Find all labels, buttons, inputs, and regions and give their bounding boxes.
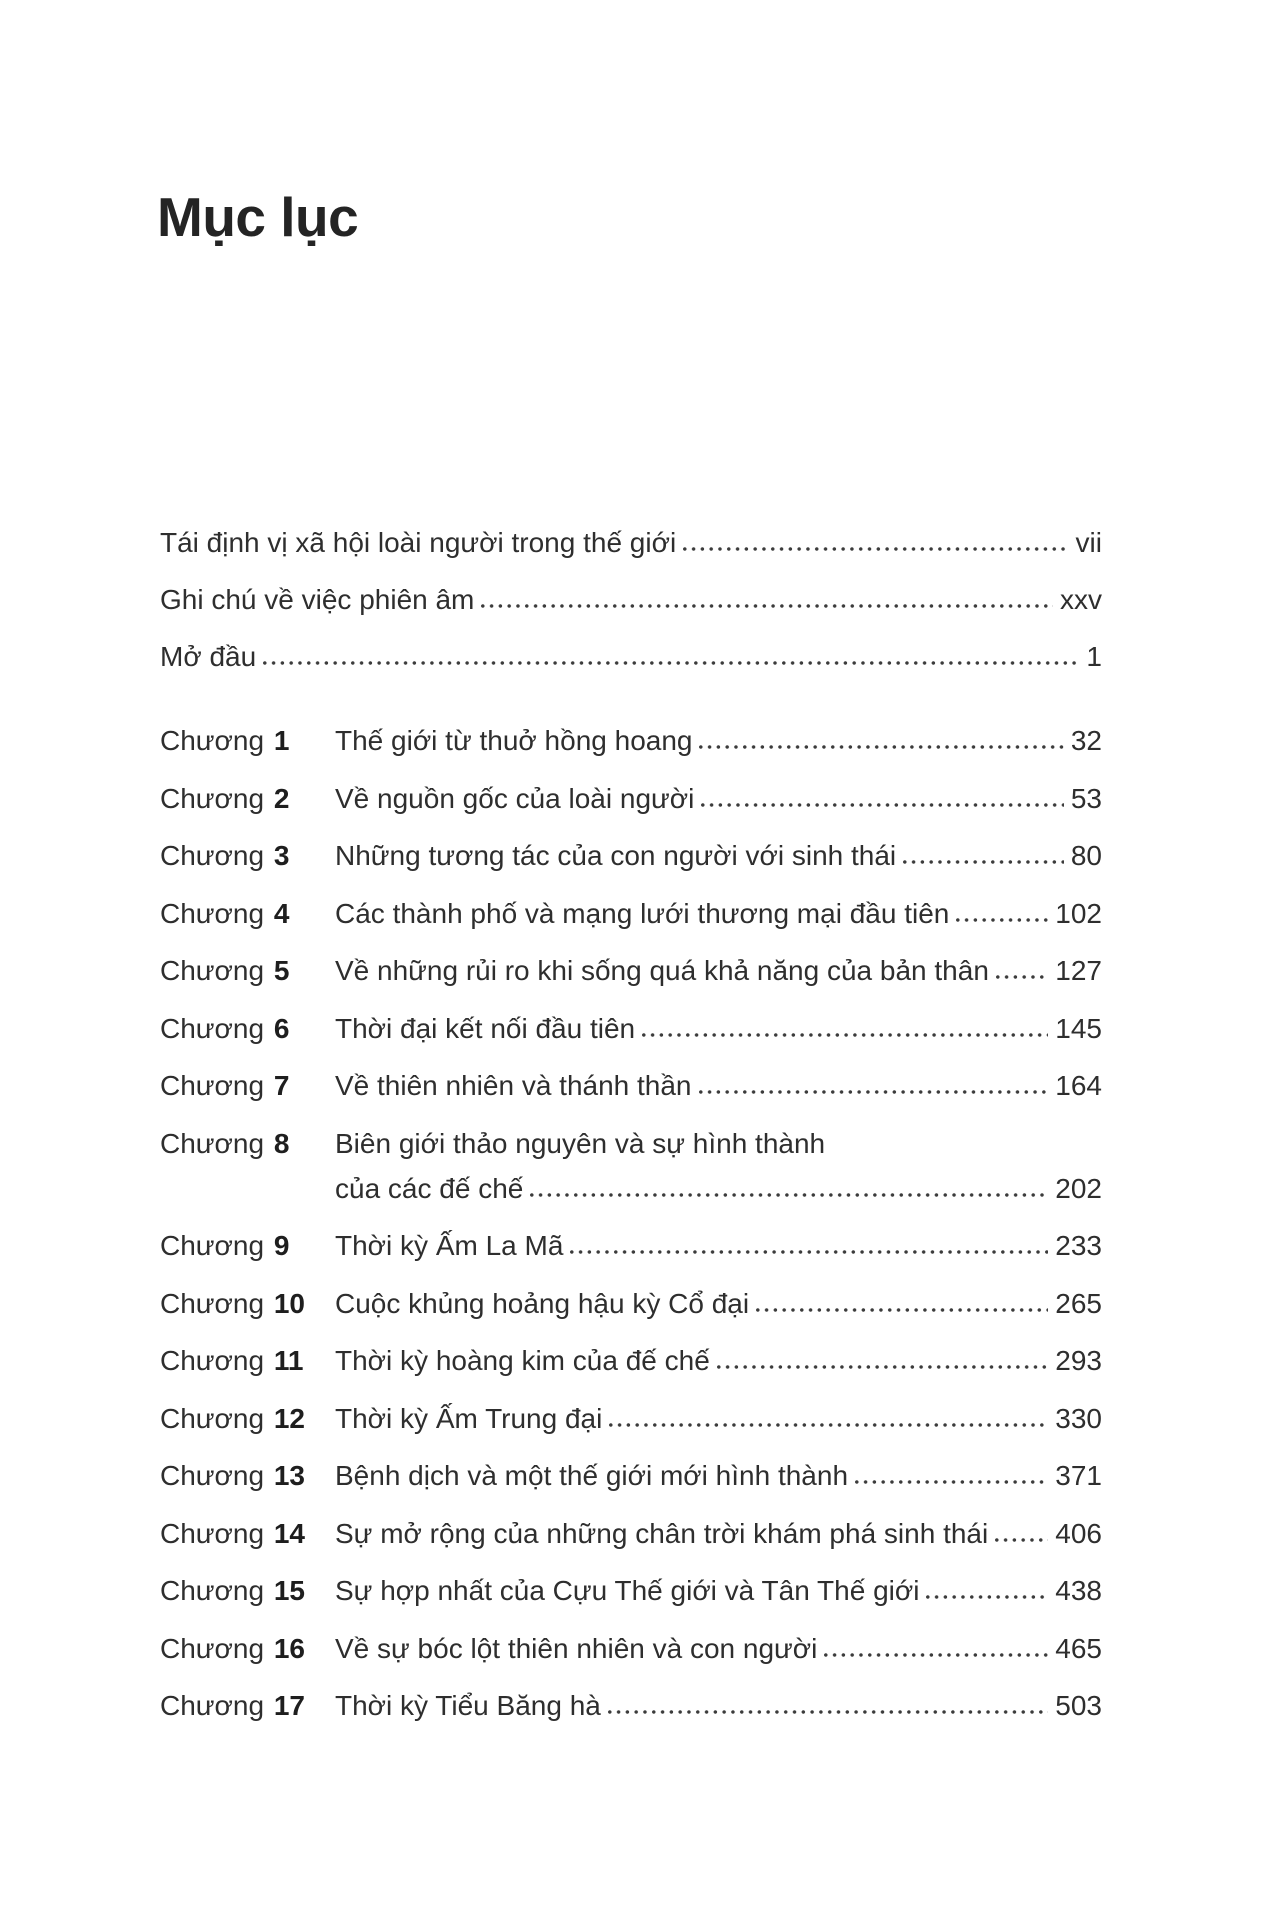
chapter-title-row bbox=[335, 1677, 1102, 1735]
chapter-label bbox=[160, 712, 335, 770]
chapter-number: 17 bbox=[273, 1690, 305, 1721]
chapter-word: Chương bbox=[160, 1070, 265, 1101]
chapter-title-row bbox=[335, 1057, 1102, 1115]
page-number: 265 bbox=[1055, 1287, 1102, 1319]
chapter-entry bbox=[160, 1275, 1102, 1333]
dot-leader bbox=[530, 1192, 1048, 1198]
page-number: 438 bbox=[1055, 1575, 1102, 1606]
page-number: 127 bbox=[1055, 955, 1102, 986]
chapter-title: Biên giới thảo nguyên và sự hình thành bbox=[335, 1127, 826, 1159]
chapter-label bbox=[160, 1447, 335, 1505]
chapter-word: Chương bbox=[160, 1690, 265, 1721]
frontmatter-list bbox=[160, 514, 1102, 685]
chapter-entry bbox=[160, 1562, 1102, 1620]
chapter-number: 8 bbox=[273, 1127, 290, 1159]
chapter-label bbox=[160, 1505, 335, 1563]
chapter-title-row bbox=[335, 1275, 1102, 1333]
page-number: 371 bbox=[1055, 1460, 1102, 1491]
dot-leader bbox=[699, 1089, 1049, 1095]
page-number: 1 bbox=[1086, 641, 1102, 672]
dot-leader bbox=[642, 1032, 1048, 1038]
chapter-entry bbox=[160, 1332, 1102, 1390]
chapter-word: Chương bbox=[160, 1460, 265, 1491]
chapter-label bbox=[160, 770, 335, 828]
chapter-number: 15 bbox=[273, 1575, 305, 1606]
chapter-entry bbox=[160, 942, 1102, 1000]
chapter-title: Thời kỳ Ấm Trung đại bbox=[335, 1402, 603, 1434]
page-number: 202 bbox=[1055, 1172, 1102, 1204]
chapter-word: Chương bbox=[160, 1127, 265, 1159]
dot-leader bbox=[824, 1652, 1048, 1658]
page-number: 406 bbox=[1055, 1517, 1102, 1549]
page-number: vii bbox=[1075, 527, 1102, 558]
chapter-label bbox=[160, 1390, 335, 1448]
chapter-title-row bbox=[335, 770, 1102, 828]
chapter-entry bbox=[160, 1620, 1102, 1678]
chapter-label bbox=[160, 1000, 335, 1058]
chapter-number: 13 bbox=[273, 1460, 305, 1491]
dot-leader bbox=[995, 1537, 1048, 1543]
dot-leader bbox=[956, 917, 1048, 923]
chapter-word: Chương bbox=[160, 1575, 265, 1606]
chapter-title: Thời kỳ Ấm La Mã bbox=[335, 1230, 564, 1261]
chapter-number: 9 bbox=[273, 1230, 290, 1261]
chapter-title: Sự hợp nhất của Cựu Thế giới và Tân Thế giới bbox=[335, 1575, 920, 1606]
page-number: 145 bbox=[1055, 1012, 1102, 1044]
chapter-label bbox=[160, 942, 335, 1000]
chapter-entry bbox=[160, 1390, 1102, 1448]
chapter-number: 6 bbox=[273, 1012, 290, 1044]
chapter-label bbox=[160, 1562, 335, 1620]
toc-entry bbox=[160, 514, 1102, 571]
chapter-entry bbox=[160, 1447, 1102, 1505]
dot-leader bbox=[926, 1594, 1048, 1600]
toc-entry bbox=[160, 628, 1102, 685]
chapter-title: Thời đại kết nối đầu tiên bbox=[335, 1012, 636, 1044]
chapter-title-row bbox=[335, 1562, 1102, 1620]
page-number: 102 bbox=[1055, 897, 1102, 929]
dot-leader bbox=[609, 1422, 1048, 1428]
chapter-word: Chương bbox=[160, 955, 265, 986]
chapter-title-row bbox=[335, 1505, 1102, 1563]
chapter-title-block bbox=[335, 1121, 1102, 1211]
page-number: xxv bbox=[1060, 584, 1102, 615]
chapter-list bbox=[160, 712, 1102, 1735]
page-number: 465 bbox=[1055, 1632, 1102, 1664]
chapter-number: 12 bbox=[273, 1402, 305, 1434]
chapter-label bbox=[160, 1332, 335, 1390]
dot-leader bbox=[756, 1307, 1048, 1313]
chapter-entry bbox=[160, 1000, 1102, 1058]
chapter-title: Về nguồn gốc của loài người bbox=[335, 782, 695, 814]
chapter-word: Chương bbox=[160, 1345, 265, 1376]
chapter-entry bbox=[160, 712, 1102, 770]
page-number: 164 bbox=[1055, 1070, 1102, 1101]
chapter-title: Thời kỳ Tiểu Băng hà bbox=[335, 1690, 601, 1721]
chapter-number: 16 bbox=[273, 1632, 305, 1664]
chapter-title: Thế giới từ thuở hồng hoang bbox=[335, 725, 693, 756]
chapter-number: 3 bbox=[273, 840, 290, 871]
chapter-title: Sự mở rộng của những chân trời khám phá sinh thái bbox=[335, 1517, 989, 1549]
toc-entry bbox=[160, 571, 1102, 628]
chapter-number: 11 bbox=[273, 1345, 304, 1376]
chapter-title-row bbox=[335, 1620, 1102, 1678]
chapter-entry bbox=[160, 1057, 1102, 1115]
chapter-label bbox=[160, 1620, 335, 1678]
chapter-number: 5 bbox=[273, 955, 290, 986]
chapter-label bbox=[160, 1057, 335, 1115]
chapter-title: Các thành phố và mạng lưới thương mại đầu tiên bbox=[335, 897, 950, 929]
chapter-title-row bbox=[335, 1217, 1102, 1275]
chapter-title-row bbox=[335, 712, 1102, 770]
chapter-number: 4 bbox=[273, 897, 290, 929]
dot-leader bbox=[481, 603, 1053, 609]
chapter-number: 14 bbox=[273, 1517, 305, 1549]
chapter-title: Cuộc khủng hoảng hậu kỳ Cổ đại bbox=[335, 1287, 750, 1319]
chapter-title-continued-row bbox=[335, 1166, 1102, 1211]
page-number: 503 bbox=[1055, 1690, 1102, 1721]
dot-leader bbox=[263, 660, 1079, 666]
page-title: Mục lục bbox=[157, 186, 359, 248]
dot-leader bbox=[570, 1249, 1048, 1255]
dot-leader bbox=[903, 859, 1064, 865]
chapter-word: Chương bbox=[160, 1012, 265, 1044]
chapter-title-row bbox=[335, 885, 1102, 943]
chapter-entry bbox=[160, 1217, 1102, 1275]
chapter-title: Những tương tác của con người với sinh thái bbox=[335, 840, 897, 871]
chapter-title-row bbox=[335, 1332, 1102, 1390]
chapter-label bbox=[160, 1677, 335, 1735]
chapter-number: 7 bbox=[273, 1070, 290, 1101]
chapter-title: Về thiên nhiên và thánh thần bbox=[335, 1070, 692, 1101]
chapter-label bbox=[160, 1115, 335, 1173]
chapter-label bbox=[160, 1217, 335, 1275]
chapter-entry bbox=[160, 1505, 1102, 1563]
page-number: 293 bbox=[1055, 1345, 1102, 1376]
entry-label: Tái định vị xã hội loài người trong thế giới bbox=[160, 527, 677, 558]
chapter-entry bbox=[160, 1115, 1102, 1218]
dot-leader bbox=[717, 1364, 1049, 1370]
chapter-title: Thời kỳ hoàng kim của đế chế bbox=[335, 1345, 710, 1376]
entry-label: Ghi chú về việc phiên âm bbox=[160, 584, 475, 615]
chapter-word: Chương bbox=[160, 1517, 265, 1549]
chapter-title-row bbox=[335, 1390, 1102, 1448]
chapter-title-row bbox=[335, 1000, 1102, 1058]
dot-leader bbox=[996, 974, 1048, 980]
dot-leader bbox=[855, 1479, 1048, 1485]
chapter-entry bbox=[160, 885, 1102, 943]
chapter-word: Chương bbox=[160, 1287, 265, 1319]
chapter-title-row bbox=[335, 827, 1102, 885]
dot-leader bbox=[699, 744, 1063, 750]
page-number: 233 bbox=[1055, 1230, 1102, 1261]
page-number: 330 bbox=[1055, 1402, 1102, 1434]
page-number: 32 bbox=[1070, 725, 1102, 756]
chapter-word: Chương bbox=[160, 897, 265, 929]
dot-leader bbox=[683, 546, 1068, 552]
dot-leader bbox=[701, 802, 1063, 808]
chapter-word: Chương bbox=[160, 1632, 265, 1664]
chapter-label bbox=[160, 885, 335, 943]
chapter-entry bbox=[160, 1677, 1102, 1735]
entry-label: Mở đầu bbox=[160, 641, 257, 672]
chapter-title: Về những rủi ro khi sống quá khả năng của bản thân bbox=[335, 955, 989, 986]
chapter-label bbox=[160, 1275, 335, 1333]
dot-leader bbox=[608, 1709, 1048, 1715]
chapter-title: Bệnh dịch và một thế giới mới hình thành bbox=[335, 1460, 849, 1491]
chapter-title: Về sự bóc lột thiên nhiên và con người bbox=[335, 1632, 818, 1664]
chapter-entry bbox=[160, 827, 1102, 885]
chapter-number: 10 bbox=[273, 1287, 305, 1319]
chapter-word: Chương bbox=[160, 840, 265, 871]
chapter-entry bbox=[160, 770, 1102, 828]
chapter-number: 2 bbox=[273, 782, 290, 814]
chapter-word: Chương bbox=[160, 1402, 265, 1434]
page-number: 80 bbox=[1070, 840, 1102, 871]
chapter-number: 1 bbox=[273, 725, 290, 756]
page-number: 53 bbox=[1070, 782, 1102, 814]
chapter-word: Chương bbox=[160, 725, 265, 756]
chapter-word: Chương bbox=[160, 1230, 265, 1261]
chapter-title-line2: của các đế chế bbox=[335, 1172, 524, 1204]
chapter-label bbox=[160, 827, 335, 885]
chapter-word: Chương bbox=[160, 782, 265, 814]
chapter-title-row bbox=[335, 942, 1102, 1000]
chapter-title-row bbox=[335, 1447, 1102, 1505]
